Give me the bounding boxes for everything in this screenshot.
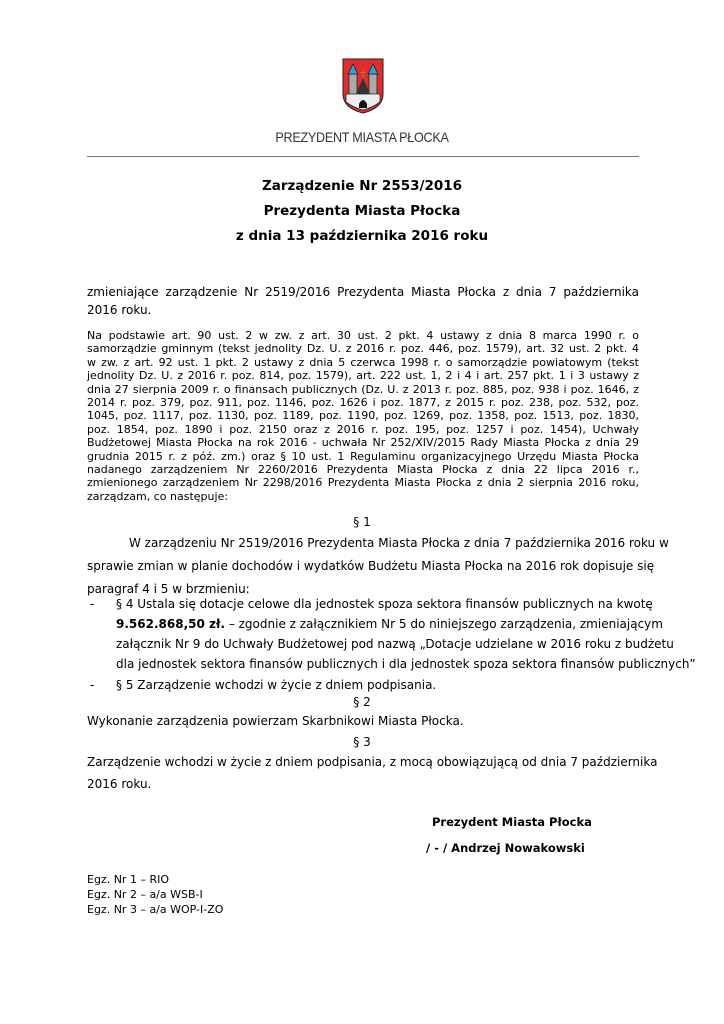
copy-line: Egz. Nr 3 – a/a WOP-I-ZO bbox=[87, 903, 224, 916]
text-line: zmienionego zarządzeniem Nr 2298/2016 Prezydenta Miasta Płocka z dnia 2 sierpnia 2016 roku, bbox=[87, 476, 639, 490]
grant-amount: 9.562.868,50 zł. bbox=[116, 617, 225, 631]
header-divider bbox=[87, 156, 639, 157]
list-item-2: § 5 Zarządzenie wchodzi w życie z dniem podpisania. bbox=[116, 678, 437, 692]
copy-line: Egz. Nr 2 – a/a WSB-I bbox=[87, 888, 203, 901]
organization-name: PREZYDENT MIASTA PŁOCKA bbox=[275, 129, 449, 145]
section-2-heading: § 2 bbox=[353, 695, 371, 709]
text-line: zarządzam, co następuje: bbox=[87, 489, 229, 503]
text-line: Na podstawie art. 90 ust. 2 w zw. z art. 30 ust. 2 pkt. 4 ustawy z dnia 8 marca 1990 r. o bbox=[87, 329, 639, 342]
city-coat-of-arms-logo bbox=[342, 58, 384, 114]
text-line: Budżetowej Miasta Płocka na rok 2016 - uchwała Nr 252/XIV/2015 Rady Miasta Płocka z dnia 29 bbox=[87, 436, 639, 450]
copy-line: Egz. Nr 1 – RIO bbox=[87, 873, 169, 886]
document-issuer: Prezydenta Miasta Płocka bbox=[263, 203, 461, 219]
text-line: zmieniające zarządzenie Nr 2519/2016 Prezydenta Miasta Płocka z dnia 7 października bbox=[87, 285, 639, 299]
text-line: 1045, poz. 1117, poz. 1130, poz. 1189, poz. 1190, poz. 1269, poz. 1358, poz. 1513, poz. 1830, bbox=[87, 409, 639, 423]
signature-name: / - / Andrzej Nowakowski bbox=[426, 841, 585, 855]
list-item-1-line: 9.562.868,50 zł. – zgodnie z załącznikiem Nr 5 do niniejszego zarządzenia, zmieniającym bbox=[116, 617, 663, 631]
document-title: Zarządzenie Nr 2553/2016 bbox=[261, 178, 463, 194]
signature-title: Prezydent Miasta Płocka bbox=[432, 815, 592, 829]
document-date: z dnia 13 października 2016 roku bbox=[235, 228, 489, 244]
section-3-text: 2016 roku. bbox=[87, 777, 152, 791]
list-bullet: - bbox=[90, 597, 95, 611]
text-line: jednolity Dz. U. z 2016 r. poz. 814, poz. 1579), art. 222 ust. 1, 2 i 4 i art. 257 pkt. 1 i 3 ustawy z bbox=[87, 369, 639, 383]
section-1-heading: § 1 bbox=[353, 515, 371, 529]
text-line: samorządzie gminnym (tekst jednolity Dz. U. z 2016 r. poz. 446, poz. 1579), art. 32 ust. 2 pkt. 4 bbox=[87, 342, 639, 356]
text-line: 2014 r. poz. 379, poz. 911, poz. 1146, poz. 1626 i poz. 1877, z 2015 r. poz. 238, poz. 532, poz. bbox=[87, 396, 639, 409]
section-2-text: Wykonanie zarządzenia powierzam Skarbnikowi Miasta Płocka. bbox=[87, 714, 464, 728]
list-bullet: - bbox=[90, 678, 95, 692]
list-item-1-line: załącznik Nr 9 do Uchwały Budżetowej pod nazwą „Dotacje udzielane w 2016 roku z budżetu bbox=[116, 637, 674, 651]
text-line: W zarządzeniu Nr 2519/2016 Prezydenta Miasta Płocka z dnia 7 października 2016 roku w bbox=[129, 536, 669, 550]
text-line: dnia 27 sierpnia 2009 r. o finansach publicznych (Dz. U. z 2013 r. poz. 885, poz. 938 i poz. 1646, z bbox=[87, 382, 639, 396]
text-line: grudnia 2015 r. z póź. zm.) oraz § 10 ust. 1 Regulaminu organizacyjnego Urzędu Miasta Płocka bbox=[87, 449, 639, 463]
text-line: 2016 roku. bbox=[87, 303, 152, 317]
text-line: sprawie zmian w planie dochodów i wydatków Budżetu Miasta Płocka na 2016 rok dopisuje się bbox=[87, 559, 655, 573]
list-item-1-line: § 4 Ustala się dotacje celowe dla jednostek spoza sektora finansów publicznych na kwotę bbox=[116, 597, 653, 611]
section-3-text: Zarządzenie wchodzi w życie z dniem podpisania, z mocą obowiązującą od dnia 7 października bbox=[87, 755, 658, 769]
text-line: nadanego zarządzeniem Nr 2260/2016 Prezydenta Miasta Płocka z dnia 22 lipca 2016 r., bbox=[87, 463, 639, 476]
list-item-1-line: dla jednostek sektora finansów publicznych i dla jednostek spoza sektora finansów publicznych” bbox=[116, 657, 696, 671]
text-line: poz. 1854, poz. 1890 i poz. 2150 oraz z 2016 r. poz. 195, poz. 1257 i poz. 1454), Uchwały bbox=[87, 422, 639, 436]
text-line: w zw. z art. 92 ust. 1 pkt. 2 ustawy z dnia 5 czerwca 1998 r. o samorządzie powiatowym (tekst bbox=[87, 355, 639, 369]
text-line: paragraf 4 i 5 w brzmieniu: bbox=[87, 582, 250, 596]
section-3-heading: § 3 bbox=[353, 735, 371, 749]
